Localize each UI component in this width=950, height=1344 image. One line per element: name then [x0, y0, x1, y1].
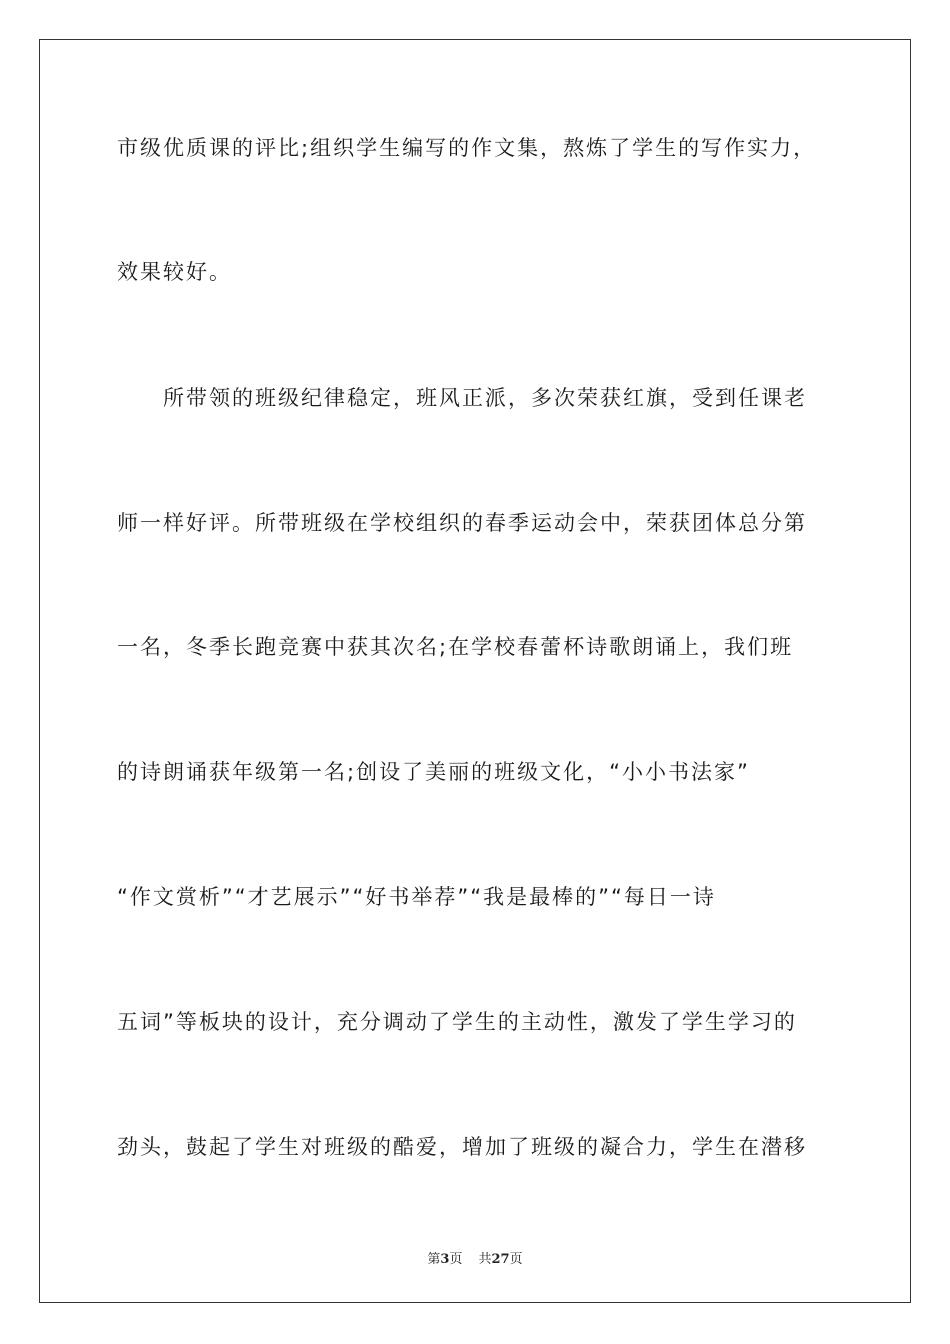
paragraph-line: 一名，冬季长跑竞赛中获其次名;在学校春蕾杯诗歌朗诵上，我们班 [117, 635, 794, 659]
paragraph-line: 师一样好评。所带班级在学校组织的春季运动会中，荣获团体总分第 [117, 511, 807, 535]
total-prefix: 共 [478, 1252, 492, 1267]
page-prefix: 第 [427, 1252, 441, 1267]
paragraph-line: 劲头，鼓起了学生对班级的酷爱，增加了班级的凝合力，学生在潜移 [117, 1135, 807, 1159]
page-border [39, 39, 911, 1303]
paragraph-line: 的诗朗诵获年级第一名;创设了美丽的班级文化，“小小书法家” [117, 760, 750, 784]
paragraph-line: “作文赏析”“才艺展示”“好书举荐”“我是最棒的”“每日一诗 [117, 885, 716, 909]
total-pages: 27 [491, 1252, 510, 1267]
total-suffix: 页 [509, 1252, 523, 1267]
paragraph-line: 效果较好。 [117, 260, 232, 284]
page-number: 3 [440, 1252, 450, 1267]
paragraph-line: 所带领的班级纪律稳定，班风正派，多次荣获红旗，受到任课老 [163, 386, 807, 410]
paragraph-line: 五词”等板块的设计，充分调动了学生的主动性，激发了学生学习的 [117, 1010, 797, 1034]
page-suffix: 页 [449, 1252, 463, 1267]
paragraph-line: 市级优质课的评比;组织学生编写的作文集，熬炼了学生的写作实力， [117, 136, 817, 160]
page-footer [0, 1248, 950, 1267]
